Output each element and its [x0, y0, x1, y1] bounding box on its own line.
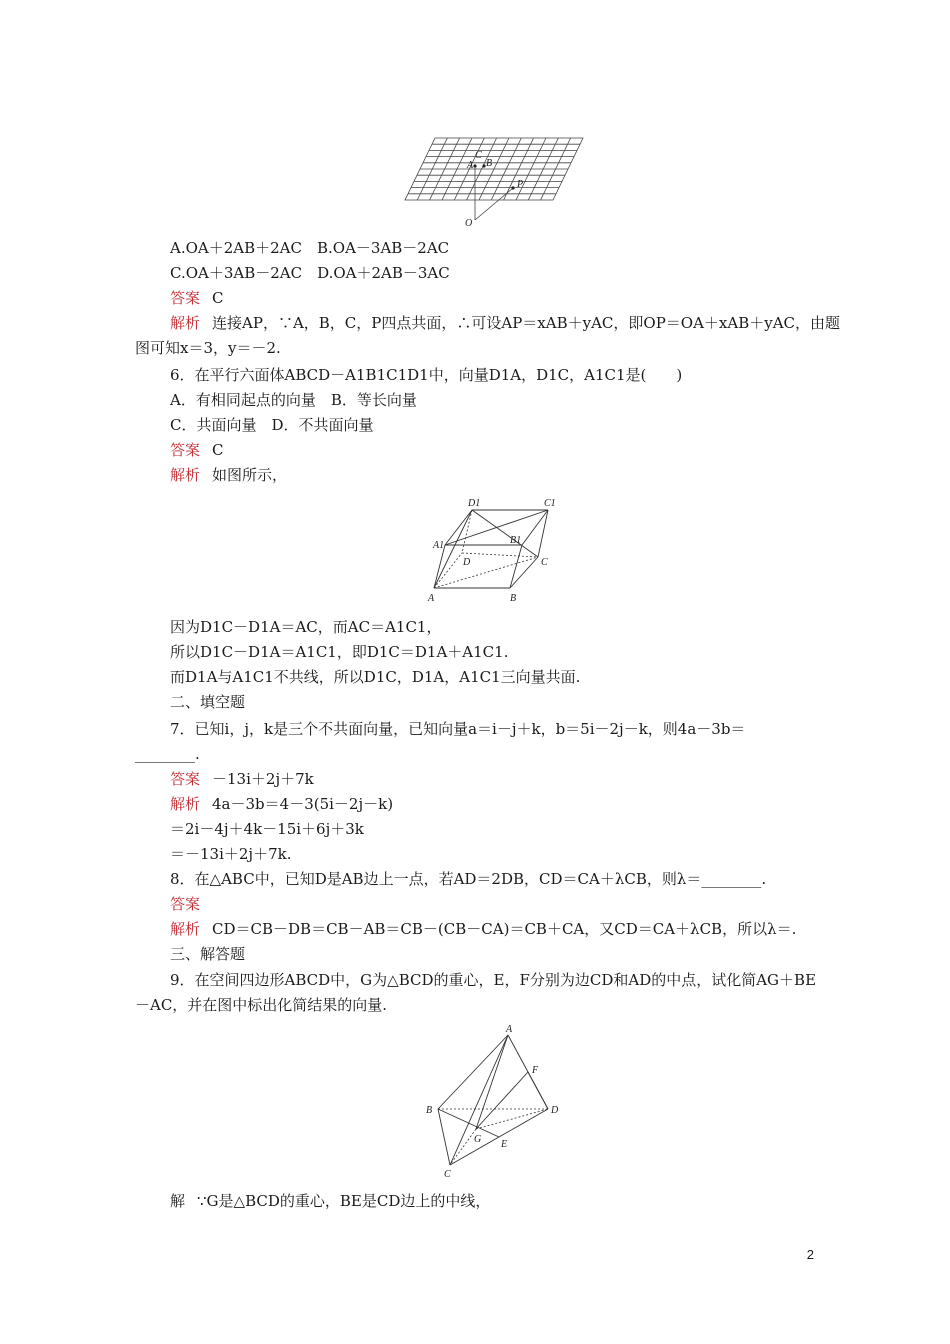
grid-plane-figure: [395, 130, 590, 230]
q5-answer: [170, 288, 224, 308]
q5-options-ab: A.OA＋2AB＋2AC B.OA－3AB－2AC: [170, 239, 450, 257]
q7-stem: 7．已知i，j，k是三个不共面向量，已知向量a＝i－j＋k，b＝5i－2j－k，则4a－3b＝: [170, 720, 746, 738]
vertex-label: B1: [510, 535, 522, 546]
vertex-label: C: [541, 557, 548, 568]
q7-blank: ________.: [135, 745, 200, 763]
solution-text: ∵G是△BCD的重心，BE是CD边上的中线，: [197, 1192, 491, 1210]
q6-answer: [170, 440, 224, 460]
q9-solution: [170, 1191, 490, 1211]
answer-tag: 答案: [170, 770, 201, 788]
analysis-text: 连接AP，∵A，B，C，P四点共面，∴可设AP＝xAB＋yAC，即OP＝OA＋xAB＋yAC，由题: [212, 314, 841, 332]
q7-answer: [170, 769, 314, 789]
answer-tag: 答案: [170, 289, 201, 307]
point-label: O: [465, 218, 473, 229]
vertex-label: D: [463, 557, 471, 568]
q6-options-ab: A．有相同起点的向量 B．等长向量: [170, 391, 417, 409]
q6-options-cd: C．共面向量 D．不共面向量: [170, 416, 374, 434]
analysis-tag: 解析: [170, 466, 201, 484]
analysis-text: 如图所示，: [212, 466, 288, 484]
vertex-label: B: [426, 1105, 433, 1116]
q7-step-2: ＝2i－4j＋4k－15i＋6j＋3k: [170, 820, 364, 838]
vertex-label: C1: [544, 498, 556, 509]
vertex-label: F: [532, 1065, 539, 1076]
analysis-tag: 解析: [170, 920, 201, 938]
q6-line-3: 而D1A与A1C1不共线，所以D1C，D1A，A1C1三向量共面.: [170, 668, 581, 686]
answer-tag: 答案: [170, 895, 201, 913]
parallelepiped-figure: [420, 495, 565, 605]
q6-line-1: 因为D1C－D1A＝AC，而AC＝A1C1，: [170, 618, 442, 636]
q9-stem: 9．在空间四边形ABCD中，G为△BCD的重心，E，F分别为边CD和AD的中点，试化简AG＋BE: [170, 971, 817, 989]
vertex-label: C: [444, 1169, 451, 1180]
q7-analysis: [170, 794, 393, 814]
vertex-label: A: [428, 593, 435, 604]
vertex-label: B: [510, 593, 517, 604]
q5-analysis: [170, 313, 840, 333]
vertex-label: A: [506, 1025, 513, 1035]
q7-step-3: ＝－13i＋2j＋7k.: [170, 845, 292, 863]
point-label: B: [486, 158, 493, 169]
vertex-label: G: [474, 1134, 482, 1145]
q9-stem-cont: －AC，并在图中标出化简结果的向量.: [135, 996, 388, 1014]
analysis-tag: 解析: [170, 795, 201, 813]
q8-stem: 8．在△ABC中，已知D是AB边上一点，若AD＝2DB，CD＝CA＋λCB，则λ＝________.: [170, 870, 767, 888]
analysis-tag: 解析: [170, 314, 201, 332]
q5-options-cd: C.OA＋3AB－2AC D.OA＋2AB－3AC: [170, 264, 450, 282]
q8-analysis: [170, 919, 796, 939]
point-label: C: [475, 150, 482, 161]
vertex-label: D1: [468, 498, 481, 509]
q6-stem: 6．在平行六面体ABCD－A1B1C1D1中，向量D1A，D1C，A1C1是( ): [170, 366, 683, 384]
section-solution-title: 三、解答题: [170, 945, 246, 963]
analysis-text: 4a－3b＝4－3(5i－2j－k): [212, 795, 394, 813]
answer-value: C: [212, 289, 224, 307]
analysis-text: CD＝CB－DB＝CB－AB＝CB－(CB－CA)＝CB＋CA，又CD＝CA＋λCB，所以λ＝.: [212, 920, 797, 938]
page-number: 2: [806, 1247, 814, 1262]
vertex-label: E: [501, 1139, 508, 1150]
vertex-label: D: [551, 1105, 559, 1116]
answer-tag: 答案: [170, 441, 201, 459]
q6-line-2: 所以D1C－D1A＝A1C1，即D1C＝D1A＋A1C1.: [170, 643, 509, 661]
q8-answer: [170, 894, 200, 914]
section-fill-in-title: 二、填空题: [170, 693, 246, 711]
q6-analysis: [170, 465, 287, 485]
vertex-label: A1: [433, 540, 445, 551]
q5-analysis-cont: 图可知x＝3，y＝－2.: [135, 339, 281, 357]
point-label: A: [467, 160, 474, 171]
point-label: P: [517, 179, 524, 190]
solution-tag: 解: [170, 1192, 186, 1210]
answer-value: －13i＋2j＋7k: [212, 770, 314, 788]
tetrahedron-figure: [420, 1025, 570, 1180]
answer-value: C: [212, 441, 224, 459]
